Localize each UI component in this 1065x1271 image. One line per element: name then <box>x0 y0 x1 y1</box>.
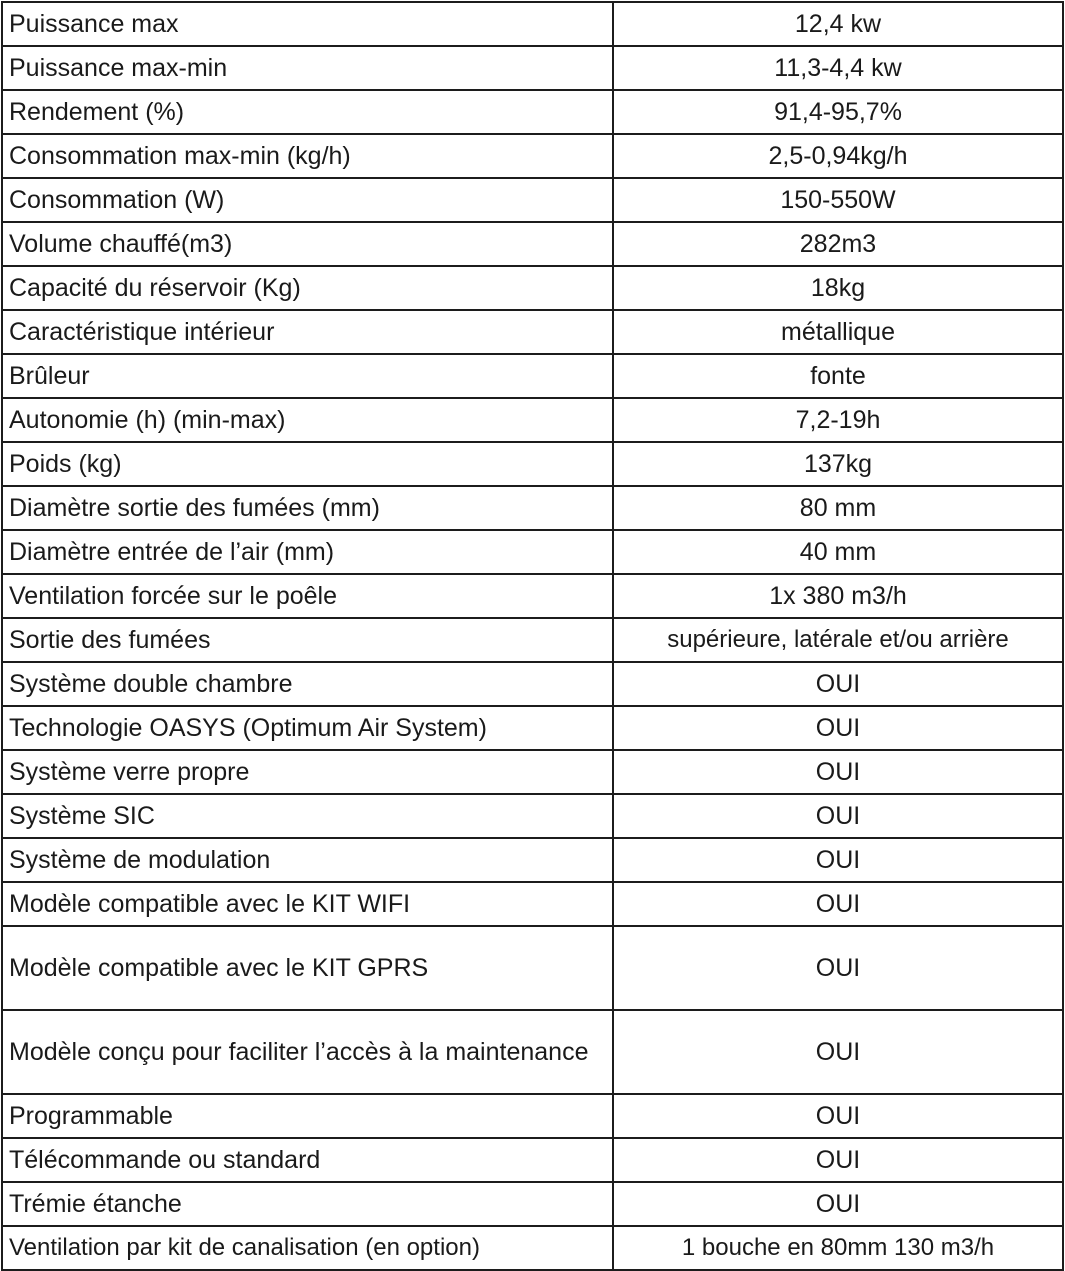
row-label: Système verre propre <box>2 750 613 794</box>
row-value: OUI <box>613 926 1063 1010</box>
table-row <box>2 882 1063 926</box>
row-value: OUI <box>613 1094 1063 1138</box>
table-row <box>2 750 1063 794</box>
table-row <box>2 486 1063 530</box>
row-label: Système de modulation <box>2 838 613 882</box>
row-value: OUI <box>613 794 1063 838</box>
row-label: Puissance max-min <box>2 46 613 90</box>
row-value: 91,4-95,7% <box>613 90 1063 134</box>
row-value: OUI <box>613 882 1063 926</box>
table-row <box>2 310 1063 354</box>
row-label: Sortie des fumées <box>2 618 613 662</box>
row-value: OUI <box>613 706 1063 750</box>
row-value: supérieure, latérale et/ou arrière <box>613 618 1063 662</box>
table-row <box>2 530 1063 574</box>
row-label: Modèle conçu pour faciliter l’accès à la maintenance <box>2 1010 613 1094</box>
row-value: OUI <box>613 662 1063 706</box>
table-row <box>2 1226 1063 1270</box>
table-row <box>2 1138 1063 1182</box>
table-row <box>2 222 1063 266</box>
row-value: 150-550W <box>613 178 1063 222</box>
table-row <box>2 398 1063 442</box>
row-label: Consommation (W) <box>2 178 613 222</box>
row-value: OUI <box>613 750 1063 794</box>
row-label: Modèle compatible avec le KIT WIFI <box>2 882 613 926</box>
row-label: Diamètre entrée de l’air (mm) <box>2 530 613 574</box>
table-row <box>2 178 1063 222</box>
row-value: 11,3-4,4 kw <box>613 46 1063 90</box>
table-row <box>2 1094 1063 1138</box>
row-label: Technologie OASYS (Optimum Air System) <box>2 706 613 750</box>
row-value: OUI <box>613 1182 1063 1226</box>
row-value: 40 mm <box>613 530 1063 574</box>
row-label: Puissance max <box>2 2 613 46</box>
row-label: Modèle compatible avec le KIT GPRS <box>2 926 613 1010</box>
row-value: 1 bouche en 80mm 130 m3/h <box>613 1226 1063 1270</box>
row-value: 1x 380 m3/h <box>613 574 1063 618</box>
table-row <box>2 618 1063 662</box>
row-label: Brûleur <box>2 354 613 398</box>
table-row <box>2 662 1063 706</box>
row-label: Programmable <box>2 1094 613 1138</box>
table-row <box>2 442 1063 486</box>
row-value: 80 mm <box>613 486 1063 530</box>
row-label: Système double chambre <box>2 662 613 706</box>
row-value: métallique <box>613 310 1063 354</box>
row-label: Système SIC <box>2 794 613 838</box>
row-value: OUI <box>613 1010 1063 1094</box>
row-label: Caractéristique intérieur <box>2 310 613 354</box>
row-label: Ventilation par kit de canalisation (en option) <box>2 1226 613 1270</box>
table-row <box>2 706 1063 750</box>
row-label: Autonomie (h) (min-max) <box>2 398 613 442</box>
row-label: Diamètre sortie des fumées (mm) <box>2 486 613 530</box>
table-row <box>2 90 1063 134</box>
row-label: Télécommande ou standard <box>2 1138 613 1182</box>
row-value: OUI <box>613 838 1063 882</box>
table-row <box>2 354 1063 398</box>
row-value: fonte <box>613 354 1063 398</box>
row-label: Ventilation forcée sur le poêle <box>2 574 613 618</box>
row-label: Trémie étanche <box>2 1182 613 1226</box>
table-row <box>2 926 1063 1010</box>
table-row <box>2 2 1063 46</box>
row-value: OUI <box>613 1138 1063 1182</box>
table-row <box>2 134 1063 178</box>
row-label: Consommation max-min (kg/h) <box>2 134 613 178</box>
row-value: 7,2-19h <box>613 398 1063 442</box>
row-label: Capacité du réservoir (Kg) <box>2 266 613 310</box>
row-value: 2,5-0,94kg/h <box>613 134 1063 178</box>
spec-table <box>1 1 1064 1271</box>
row-value: 12,4 kw <box>613 2 1063 46</box>
row-value: 18kg <box>613 266 1063 310</box>
table-row <box>2 574 1063 618</box>
table-row <box>2 1182 1063 1226</box>
table-row <box>2 1010 1063 1094</box>
row-label: Volume chauffé(m3) <box>2 222 613 266</box>
row-label: Poids (kg) <box>2 442 613 486</box>
row-label: Rendement (%) <box>2 90 613 134</box>
table-row <box>2 266 1063 310</box>
row-value: 282m3 <box>613 222 1063 266</box>
table-row <box>2 838 1063 882</box>
table-row <box>2 794 1063 838</box>
table-row <box>2 46 1063 90</box>
row-value: 137kg <box>613 442 1063 486</box>
